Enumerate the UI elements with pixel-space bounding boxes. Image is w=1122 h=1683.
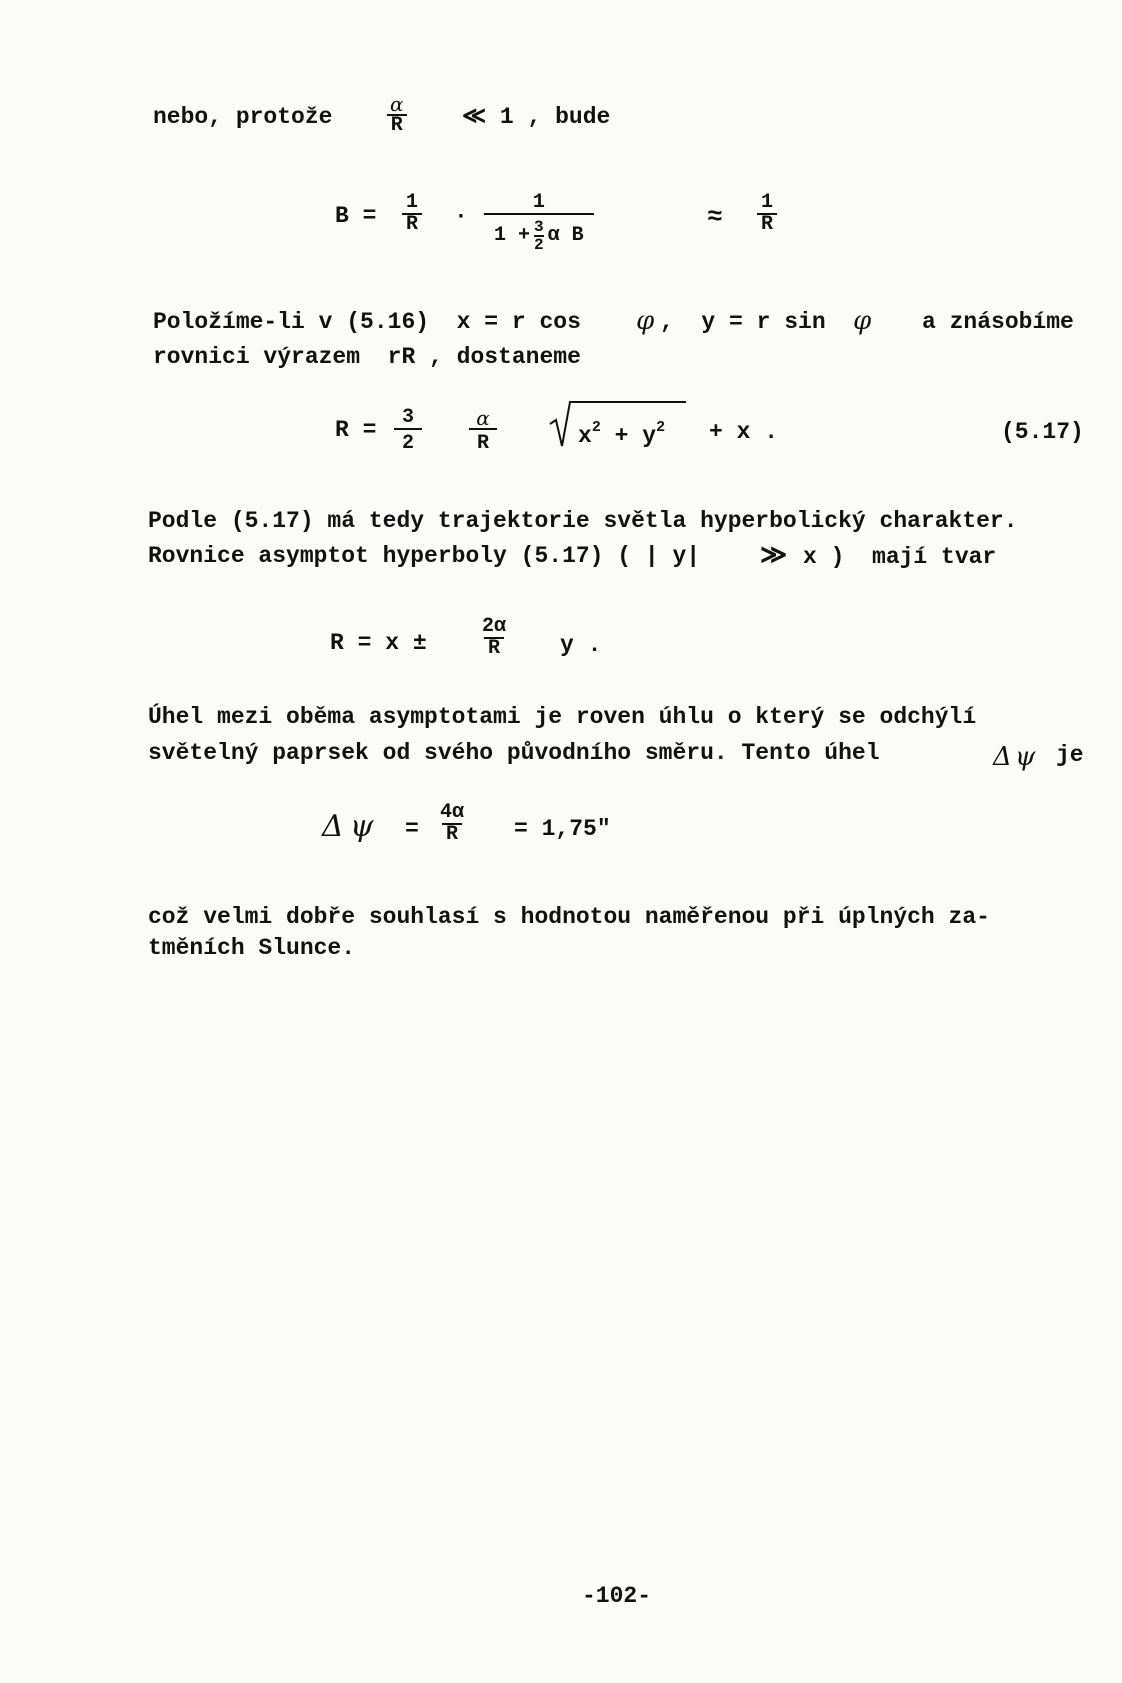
eq3-lhs: R = x ± [330, 630, 427, 656]
eq1-dot: · [454, 203, 468, 229]
delta-symbol: Δ [322, 809, 344, 844]
fraction-numerator: 1 [761, 191, 774, 214]
fraction-numerator: 1 [532, 191, 545, 214]
fraction-denominator: R [402, 213, 422, 235]
fraction-denominator: 2 [394, 428, 422, 454]
much-less-text: ≪ 1 , bude [462, 104, 611, 130]
fraction-denominator [484, 213, 594, 253]
fraction-denominator: R [442, 823, 462, 845]
para1-line1-b: , y = r sin [660, 309, 826, 335]
eq2-tail: + x . [709, 419, 779, 445]
denominator-part: 1 + [494, 224, 531, 247]
inner-denominator: 2 [534, 236, 544, 254]
eq2-radicand [578, 420, 665, 448]
eq4-fraction [436, 803, 468, 845]
psi-symbol: ψ [350, 809, 374, 844]
delta-symbol: Δ [993, 742, 1012, 772]
phi-symbol: φ [636, 306, 655, 336]
para2-line1: Podle (5.17) má tedy trajektorie světla hyperbolický charakter. [148, 508, 1018, 534]
para4-line2: tměních Slunce. [148, 935, 356, 961]
para3-line2: světelný paprsek od svého původního směru. Tento úhel [148, 740, 880, 766]
plus-sign: + [614, 423, 629, 449]
alpha-over-r-fraction [386, 94, 408, 136]
para1-line2: rovnici výrazem rR , dostaneme [153, 344, 581, 370]
x-variable: x [578, 423, 592, 449]
eq2-fraction-2 [469, 408, 497, 454]
much-greater-sign: ≫ [760, 541, 788, 571]
eq2-fraction-1 [394, 408, 422, 454]
eq3-tail: y . [560, 632, 602, 658]
eq4-result: = 1,75" [514, 816, 611, 842]
eq1-fraction-2 [484, 193, 594, 253]
phi-symbol: φ [853, 306, 872, 336]
fraction-numerator: 4α [440, 801, 465, 824]
three-halves-fraction [534, 219, 544, 253]
para1-line1-c: a znásobíme [922, 309, 1074, 335]
exponent: 2 [591, 419, 601, 436]
fraction-numerator: 3 [402, 406, 415, 429]
fraction-numerator: 2α [482, 615, 507, 638]
intro-text: nebo, protože [153, 104, 333, 130]
y-variable: y [642, 423, 657, 449]
page-number: -102- [582, 1583, 652, 1609]
approx-sign: ≈ [707, 202, 723, 232]
eq2-lhs: R = [335, 417, 377, 443]
inner-numerator: 3 [534, 218, 544, 236]
eq1-lhs: B = [335, 203, 377, 229]
para4-line1: což velmi dobře souhlasí s hodnotou naměřenou při úplných za- [148, 904, 990, 930]
psi-symbol: ψ [1015, 742, 1036, 772]
para2-line2-b: x ) mají tvar [803, 544, 997, 570]
denominator-part: α B [547, 224, 584, 247]
eq3-fraction [478, 617, 510, 659]
equation-number: (5.17) [1001, 419, 1084, 445]
exponent: 2 [656, 419, 666, 436]
para1-line1-a: Položíme-li v (5.16) x = r cos [153, 309, 581, 335]
fraction-denominator: R [469, 428, 497, 454]
fraction-denominator: R [757, 213, 777, 235]
para3-line1: Úhel mezi oběma asymptotami je roven úhlu o který se odchýlí [148, 704, 977, 730]
fraction-numerator: α [390, 92, 404, 116]
eq1-fraction-3 [757, 193, 777, 235]
fraction-numerator: α [476, 406, 490, 430]
fraction-denominator: R [484, 637, 504, 659]
eq1-fraction-1 [402, 193, 422, 235]
para2-line2-a: Rovnice asymptot hyperboly (5.17) ( | y| [148, 543, 701, 569]
fraction-numerator: 1 [406, 191, 419, 214]
fraction-denominator: R [387, 114, 407, 136]
para3-line2-end: je [1056, 742, 1084, 768]
equals-sign: = [405, 816, 419, 842]
